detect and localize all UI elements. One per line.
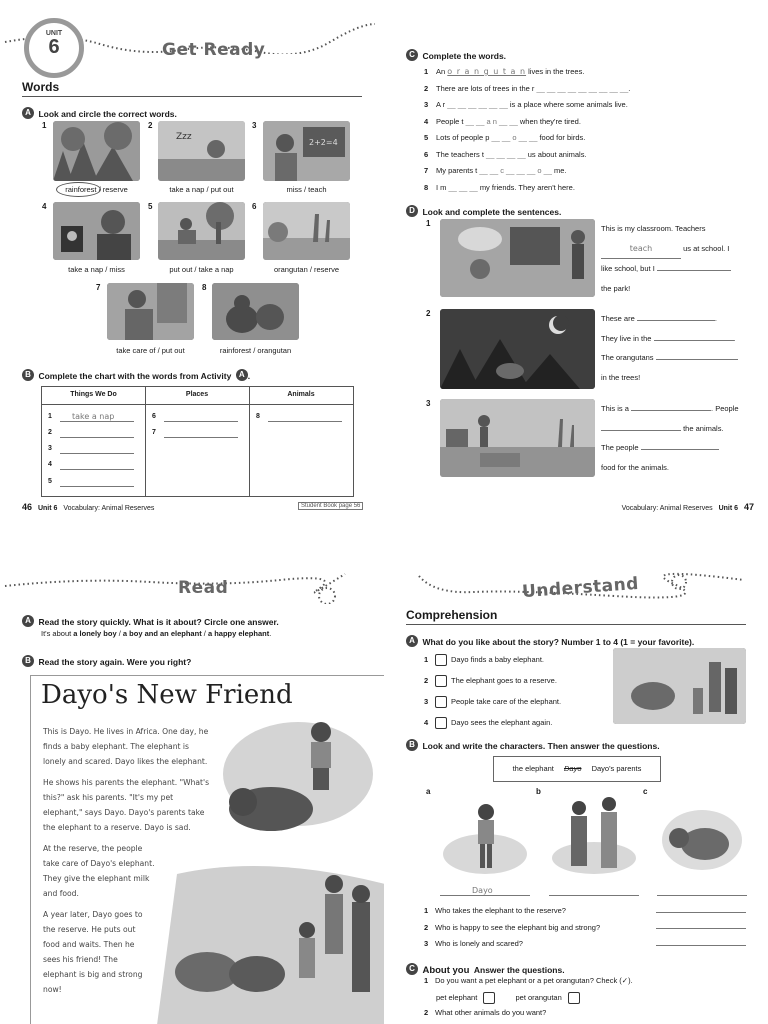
activity-b-instruction: B Read the story again. Were you right? xyxy=(22,652,191,670)
about-you-q2: 2 What other animals do you want? xyxy=(424,1008,547,1017)
picture-classroom xyxy=(440,219,595,297)
chart-answer-line[interactable] xyxy=(164,437,238,438)
story-panel xyxy=(30,675,384,1024)
pet-choice: pet elephant pet orangutan xyxy=(436,992,584,1004)
ranking-item: 3 People take care of the elephant. xyxy=(424,691,561,712)
chart-header: Things We Do xyxy=(70,391,117,398)
picture-teacher xyxy=(263,121,350,181)
chart-header: Animals xyxy=(287,391,315,398)
banner-title: Understand xyxy=(521,573,640,603)
sentence-block: These are . They live in the . The orangutans in the trees! xyxy=(601,314,736,382)
picture-caption: miss / teach xyxy=(286,185,327,194)
story-paragraph: He shows his parents the elephant. "What's this?" ask his parents. "It's my pet elephant," says Dayo. Dayo's parents take the elephant to a reserve. Dayo is sad. xyxy=(43,778,210,832)
chart-row-number: 3 xyxy=(48,445,52,452)
svg-text:2+2=4: 2+2=4 xyxy=(309,138,338,147)
chart-row-number: 1 xyxy=(48,413,52,420)
story-paragraph: A year later, Dayo goes to the reserve. He puts out food and waits. Then he sees his friend! The elephant is big and strong now! xyxy=(43,910,143,994)
question-list xyxy=(424,903,600,953)
picture-reserve-feeding xyxy=(440,399,595,477)
word-item: 8 I m __ __ __ my friends. They aren't here. xyxy=(424,182,575,192)
story-paragraph: This is Dayo. He lives in Africa. One day, he finds a baby elephant. The elephant is lonely and scared. Dayo likes the elephant. xyxy=(43,727,209,766)
page-46 xyxy=(0,0,384,520)
picture-caption: take care of / put out xyxy=(116,346,185,355)
sentence-block: This is my classroom. Teachers teach us at school. I like school, but I the park! xyxy=(601,224,730,293)
activity-c-instruction: C About you Answer the questions. xyxy=(406,960,565,978)
picture-boy-napping xyxy=(158,121,245,181)
answer-options: It's about a lonely boy / a boy and an elephant / a happy elephant. xyxy=(41,629,272,638)
ranking-item: 1 Dayo finds a baby elephant. xyxy=(424,649,561,670)
rank-box[interactable] xyxy=(435,717,447,729)
question-item: 3 Who is lonely and scared? xyxy=(424,939,523,948)
section-heading: Comprehension xyxy=(406,608,498,622)
character-answer-line[interactable] xyxy=(549,895,639,896)
picture-number: 2 xyxy=(148,121,153,130)
picture-caption: orangutan / reserve xyxy=(273,265,340,274)
picture-number: 3 xyxy=(252,121,257,130)
picture-orangutans xyxy=(212,283,299,340)
item-number: 1 xyxy=(426,219,431,228)
word-item: 3 A r __ __ __ __ __ __ is a place where some animals live. xyxy=(424,100,628,109)
option-happy-elephant[interactable]: a happy elephant xyxy=(207,629,270,638)
picture-label: c xyxy=(643,787,648,796)
picture-reserve-giraffes xyxy=(263,202,350,260)
picture-dayos-parents xyxy=(549,794,639,876)
word-box: the elephant Dayo Dayo's parents xyxy=(493,756,661,782)
chart-answer-line[interactable] xyxy=(60,469,134,470)
picture-elephant xyxy=(657,800,747,876)
option-lonely-boy[interactable]: a lonely boy xyxy=(73,629,117,638)
picture-caption: rainforest / reserve xyxy=(65,185,128,194)
chart-row-number: 4 xyxy=(48,461,52,468)
chart-row-number: 2 xyxy=(48,429,52,436)
question-answer-line[interactable] xyxy=(656,912,746,913)
sentence-block: This is a . People the animals. The people food for the animals. xyxy=(601,404,739,472)
question-item: 1 Who takes the elephant to the reserve? xyxy=(424,906,566,915)
rank-box[interactable] xyxy=(435,696,447,708)
picture-caption: put out / take a nap xyxy=(169,265,234,274)
section-heading: Words xyxy=(22,80,60,94)
heading-rule xyxy=(22,96,362,97)
page-49 xyxy=(384,520,768,1024)
rank-box[interactable] xyxy=(435,654,447,666)
heading-rule xyxy=(406,624,746,625)
chart-answer-line[interactable] xyxy=(60,421,134,422)
item-number: 3 xyxy=(426,399,431,408)
chart-answer-line[interactable] xyxy=(60,437,134,438)
activity-c-instruction: C Complete the words. xyxy=(406,46,506,64)
picture-label: b xyxy=(536,787,541,796)
ranking-item: 4 Dayo sees the elephant again. xyxy=(424,712,561,733)
activity-b-instruction: B Look and write the characters. Then answer the questions. xyxy=(406,736,660,754)
picture-caption: take a nap / miss xyxy=(68,265,125,274)
chart-header: Places xyxy=(185,391,209,398)
word-item: 5 Lots of people p __ __ o __ __ food for birds. xyxy=(424,133,586,142)
student-book-ref: Student Book page 56 xyxy=(298,502,363,510)
picture-number: 8 xyxy=(202,283,207,292)
ranking-item: 2 The elephant goes to a reserve. xyxy=(424,670,561,691)
about-you-q1: 1 Do you want a pet elephant or a pet orangutan? Check (✓). xyxy=(424,976,633,985)
ranking-list xyxy=(424,649,561,733)
picture-man-with-photo xyxy=(53,202,140,260)
item-number: 2 xyxy=(426,309,431,318)
unit-badge: UNIT 6 xyxy=(24,18,84,78)
picture-feeding-birds xyxy=(158,202,245,260)
character-answer-a: Dayo xyxy=(472,886,493,895)
answer-circle xyxy=(56,182,101,197)
question-item: 2 Who is happy to see the elephant big and strong? xyxy=(424,922,601,932)
picture-caption: rainforest / orangutan xyxy=(219,346,292,355)
check-box-pet-elephant[interactable] xyxy=(483,992,495,1004)
check-box-pet-orangutan[interactable] xyxy=(568,992,580,1004)
picture-rainforest xyxy=(53,121,140,181)
activity-a-instruction: A Look and circle the correct words. xyxy=(22,104,177,122)
picture-grandma-care xyxy=(107,283,194,340)
complete-words-list xyxy=(424,64,754,196)
chart-answer-line[interactable] xyxy=(164,421,238,422)
option-boy-and-elephant[interactable]: a boy and an elephant xyxy=(122,629,202,638)
word-item: 7 My parents t __ __ c __ __ __ o __ me. xyxy=(424,166,567,175)
story-paragraph: At the reserve, the people take care of Dayo's elephant. They give the elephant milk and food. xyxy=(43,844,155,898)
character-answer-line[interactable] xyxy=(657,895,747,896)
picture-dayo xyxy=(440,794,530,876)
word-item: 4 People t __ __ a n __ __ when they're tired. xyxy=(424,116,581,126)
svg-text:Zzz: Zzz xyxy=(176,132,192,142)
activity-d-instruction: D Look and complete the sentences. xyxy=(406,202,561,220)
page-footer: Vocabulary: Animal Reserves Unit 6 47 xyxy=(621,502,754,512)
character-answer-line[interactable] xyxy=(440,895,530,896)
question-answer-line[interactable] xyxy=(656,928,746,929)
word-item: 1 An o r a n g u t a n lives in the trees. xyxy=(424,67,585,76)
picture-number: 6 xyxy=(252,202,257,211)
vocabulary-chart xyxy=(41,386,354,497)
rank-box[interactable] xyxy=(435,675,447,687)
chart-answer-line[interactable] xyxy=(60,453,134,454)
activity-b-instruction: B Complete the chart with the words from Activity A . xyxy=(22,366,250,384)
picture-caption: take a nap / put out xyxy=(169,185,234,194)
chart-answer-line[interactable] xyxy=(60,486,134,487)
picture-number: 5 xyxy=(148,202,153,211)
illustration-boy-baby-elephant xyxy=(203,714,383,852)
story-title: Dayo's New Friend xyxy=(41,680,293,710)
chart-divider xyxy=(249,387,250,496)
banner-title: Read xyxy=(178,578,229,598)
picture-number: 1 xyxy=(42,121,47,130)
word-item: 6 The teachers t __ __ __ __ us about animals. xyxy=(424,149,587,159)
picture-elephants-reserve xyxy=(613,648,746,724)
picture-label: a xyxy=(426,787,431,796)
question-answer-line[interactable] xyxy=(656,945,746,946)
picture-number: 7 xyxy=(96,283,101,292)
chart-answer-line[interactable] xyxy=(268,421,342,422)
activity-a-instruction: A Read the story quickly. What is it about? Circle one answer. xyxy=(22,612,279,630)
page-48 xyxy=(0,520,384,1024)
chart-row-number: 5 xyxy=(48,478,52,485)
page-footer: 46 Unit 6 Vocabulary: Animal Reserves xyxy=(22,502,155,512)
illustration-family-elephants xyxy=(147,854,384,1024)
page-47 xyxy=(384,0,768,520)
chart-row-number: 6 xyxy=(152,413,156,420)
activity-a-instruction: A What do you like about the story? Number 1 to 4 (1 = your favorite). xyxy=(406,632,694,650)
chart-row-number: 7 xyxy=(152,429,156,436)
word-item: 2 There are lots of trees in the r __ __ __ __ __ __ __ __ __. xyxy=(424,83,631,93)
chart-sample-answer: take a nap xyxy=(72,412,115,421)
banner-title: Get Ready xyxy=(162,40,266,60)
chart-divider xyxy=(145,387,146,496)
chart-row-number: 8 xyxy=(256,413,260,420)
picture-night-forest xyxy=(440,309,595,389)
picture-number: 4 xyxy=(42,202,47,211)
